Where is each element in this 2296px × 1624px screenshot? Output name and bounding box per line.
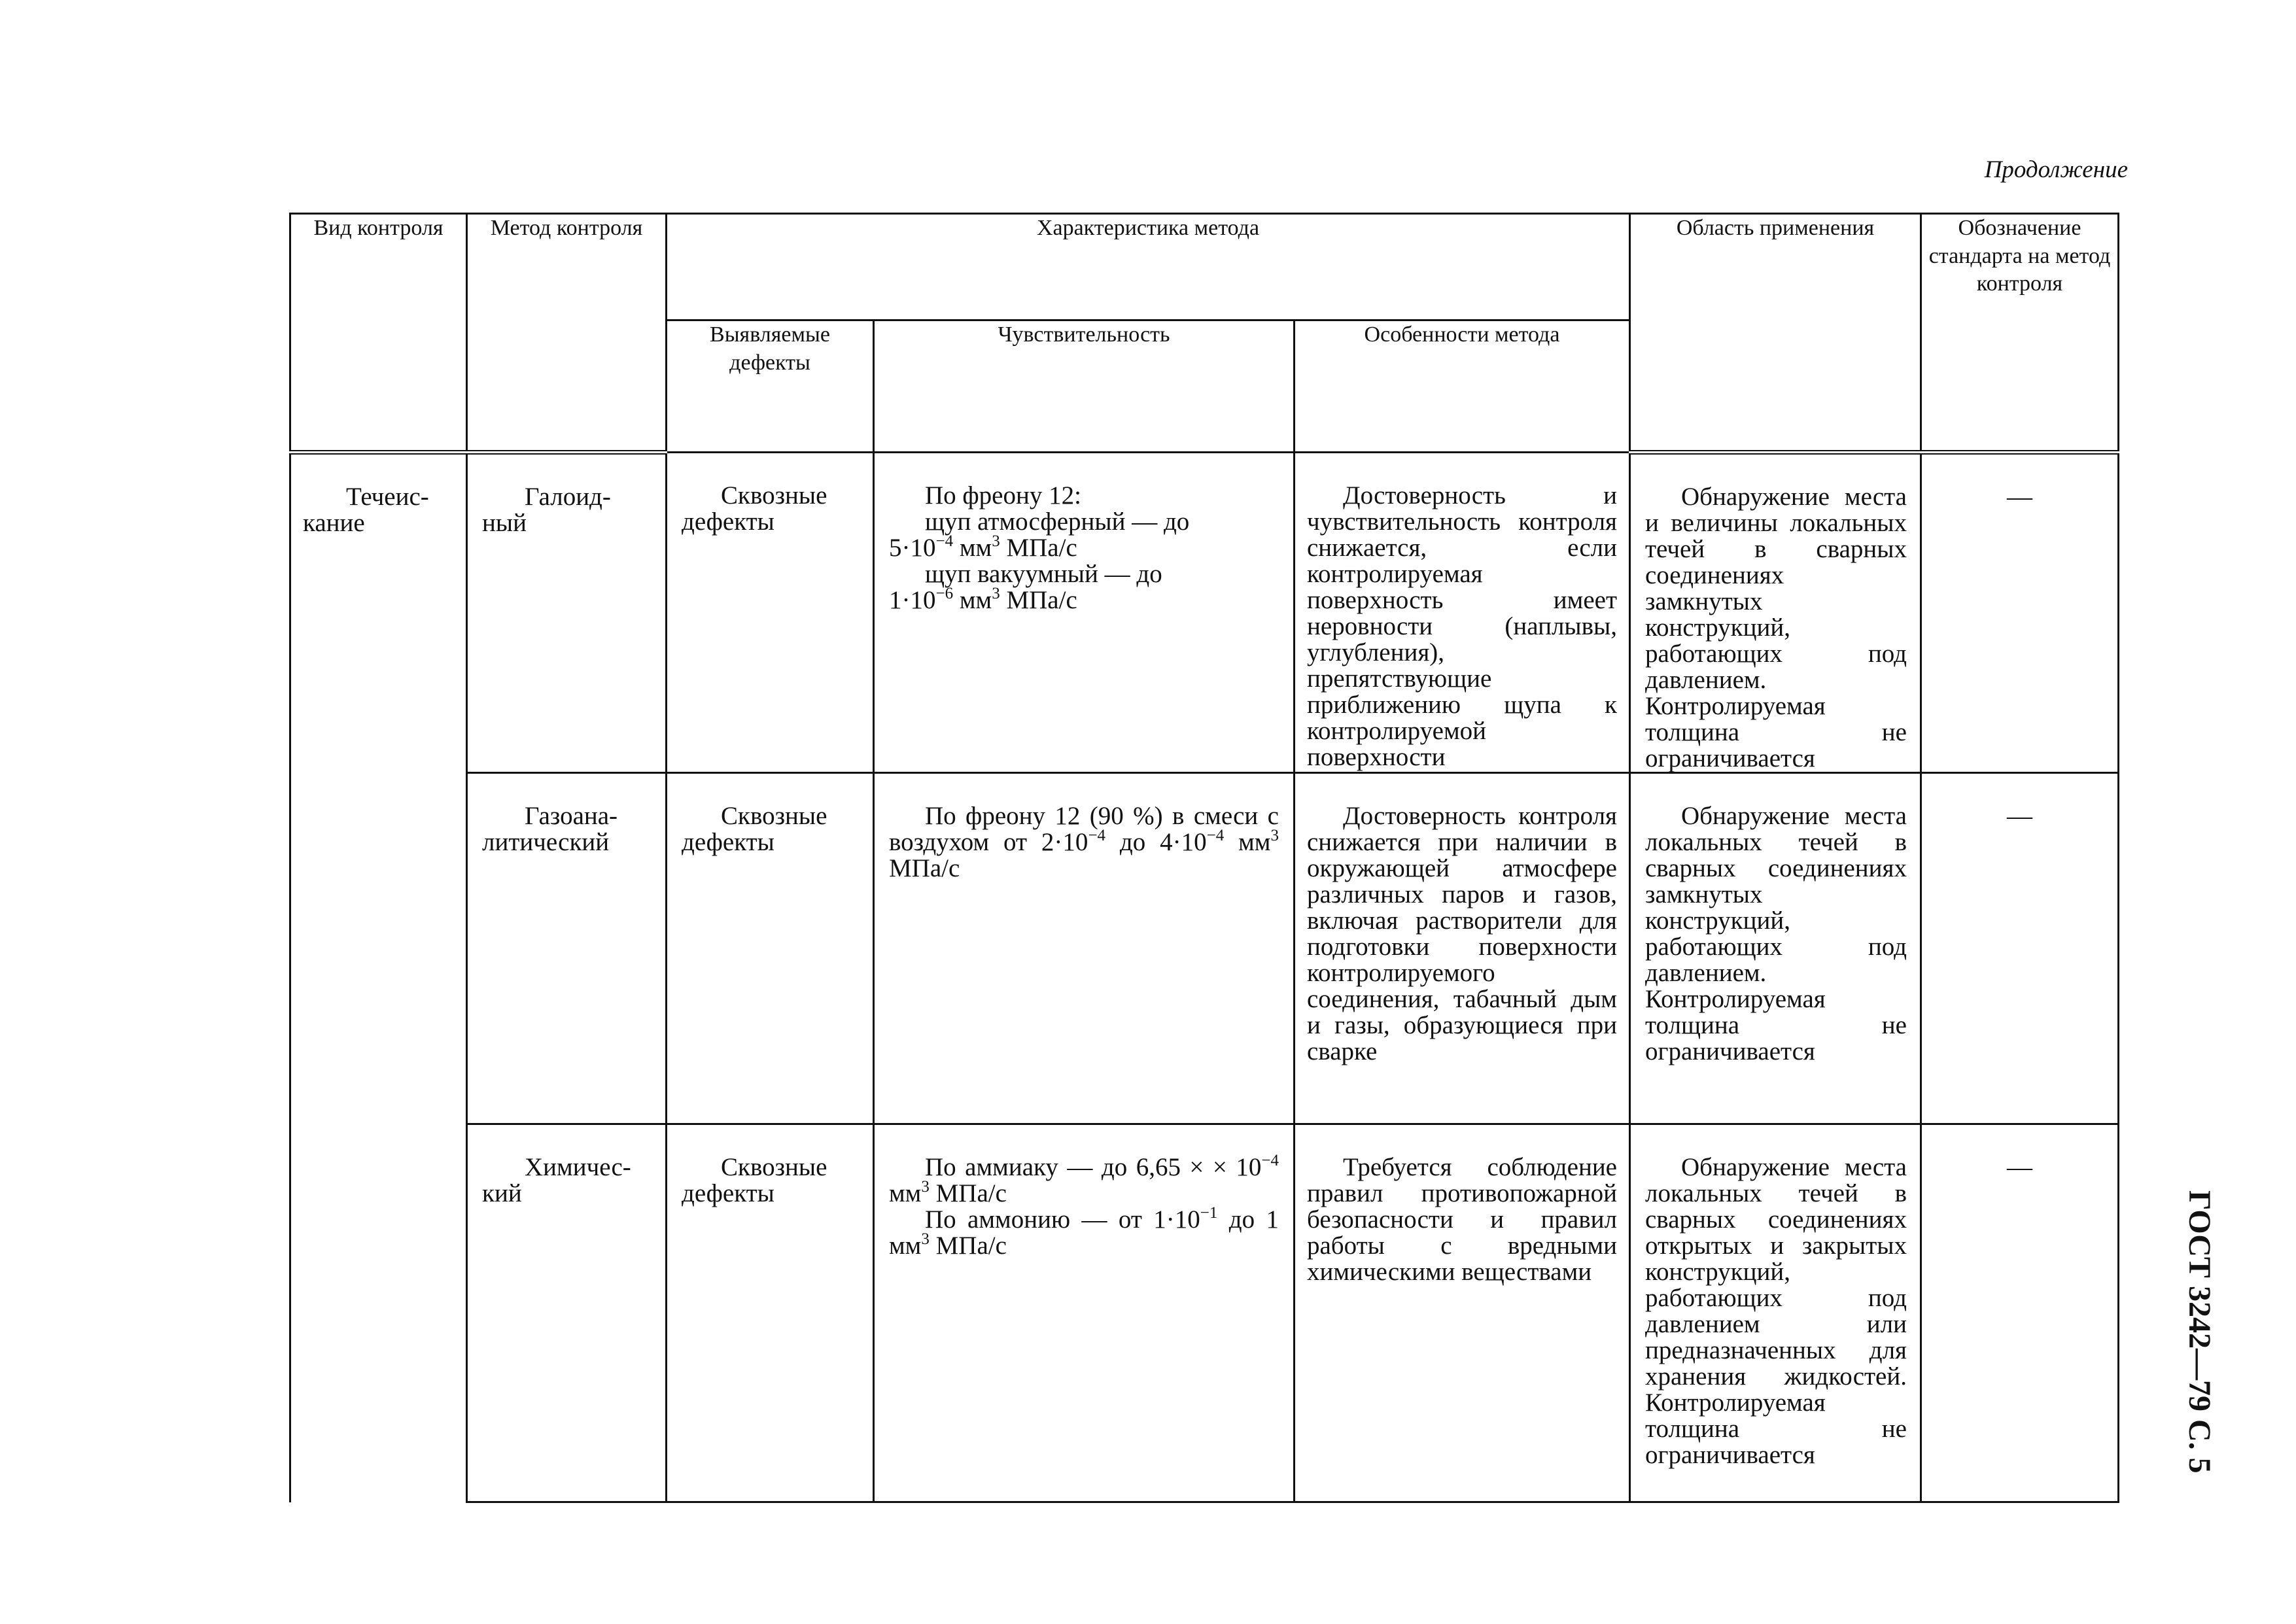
application-text: Обнаружение места локальных течей в сварных соединениях открытых и закрытых конструкций, работающих под давлением или предназначенных для хранения жидкостей. Контролируемая толщина не ограничивается bbox=[1645, 1153, 1907, 1469]
standard-dash: — bbox=[2007, 1153, 2032, 1181]
features-cell bbox=[1295, 1124, 1630, 1502]
control-type-cell bbox=[290, 453, 467, 1502]
application-cell bbox=[1630, 453, 1921, 773]
exponent: 3 bbox=[992, 532, 1000, 550]
unit-text: МПа/с bbox=[1000, 534, 1077, 562]
standard-cell bbox=[1921, 453, 2119, 773]
exponent: 3 bbox=[992, 585, 1000, 602]
unit-text: мм bbox=[953, 586, 992, 614]
application-text: Обнаружение места локальных течей в сварных соединениях замкнутых конструкций, работающих под давлением. Контролируемая толщина не ограничивается bbox=[1645, 802, 1907, 1065]
method-cell bbox=[467, 453, 667, 773]
exponent: 3 bbox=[921, 1230, 930, 1248]
sensitivity-line: щуп атмосферный — до bbox=[925, 508, 1190, 536]
control-type-text: Течеис-кание bbox=[303, 483, 429, 537]
unit-text: МПа/с bbox=[929, 1232, 1007, 1260]
application-text: Обнаружение места и величины локальных течей в сварных соединениях замкнутых конструкций, работающих под давлением. Контролируемая толщина не ограничивается bbox=[1645, 483, 1907, 772]
standard-dash: — bbox=[2007, 483, 2032, 511]
unit-text: мм bbox=[1224, 828, 1271, 856]
application-cell bbox=[1630, 1124, 1921, 1502]
defects-text: Сквозные дефекты bbox=[682, 802, 827, 856]
value-text: По аммонию — от 1·10 bbox=[925, 1205, 1200, 1234]
unit-text: МПа/с bbox=[929, 1179, 1007, 1207]
value-text: 1·10 bbox=[889, 586, 936, 614]
header-sensitivity: Чувствительность bbox=[874, 320, 1295, 453]
header-control-method: Метод контроля bbox=[467, 214, 667, 453]
method-name: Галоид-ный bbox=[482, 483, 611, 537]
standard-page-label: ГОСТ 3242—79 С. 5 bbox=[2182, 1190, 2217, 1474]
header-control-type: Вид контроля bbox=[290, 214, 467, 453]
standard-cell bbox=[1921, 773, 2119, 1124]
exponent: −4 bbox=[935, 532, 954, 550]
exponent: −1 bbox=[1200, 1204, 1218, 1222]
sensitivity-line bbox=[889, 1204, 1279, 1260]
features-cell bbox=[1295, 453, 1630, 773]
value-text: 5·10 bbox=[889, 534, 936, 562]
sensitivity-line bbox=[889, 587, 1279, 613]
header-method-characteristic: Характеристика метода bbox=[667, 214, 1630, 320]
value-text: до 4·10 bbox=[1105, 828, 1207, 856]
features-text: Достоверность и чувствительность контроля снижается, если контролируемая поверхность имеет неровности (наплывы, углубления), препятствующие приближению щупа к контролируемой поверхности bbox=[1307, 481, 1617, 771]
method-cell bbox=[467, 773, 667, 1124]
header-standard-designation: Обозначение стандарта на метод контроля bbox=[1921, 214, 2119, 453]
method-cell bbox=[467, 1124, 667, 1502]
defects-text: Сквозные дефекты bbox=[682, 481, 827, 536]
unit-text: МПа/с bbox=[1000, 586, 1077, 614]
application-cell bbox=[1630, 773, 1921, 1124]
control-methods-table bbox=[289, 213, 2119, 1503]
exponent: −6 bbox=[935, 585, 954, 602]
table-row bbox=[290, 773, 2119, 1124]
method-name: Химичес-кий bbox=[482, 1153, 631, 1207]
sensitivity-text bbox=[875, 774, 1293, 882]
continuation-label: Продолжение bbox=[1984, 156, 2128, 183]
unit-text: мм bbox=[953, 534, 992, 562]
value-text: По аммиаку — до 6,65 × × 10 bbox=[925, 1153, 1262, 1181]
header-method-features: Особенности метода bbox=[1295, 320, 1630, 453]
exponent: −4 bbox=[1261, 1152, 1279, 1169]
exponent: 3 bbox=[921, 1178, 930, 1196]
standard-cell bbox=[1921, 1124, 2119, 1502]
exponent: −4 bbox=[1206, 827, 1225, 844]
unit-text: до 1 мм bbox=[889, 1205, 1279, 1260]
table-row bbox=[290, 1124, 2119, 1502]
standard-dash: — bbox=[2007, 802, 2032, 830]
defects-cell bbox=[667, 773, 874, 1124]
sensitivity-cell bbox=[874, 453, 1295, 773]
features-text: Достоверность контроля снижается при наличии в окружающей атмосфере различных паров и газов, включая растворители для подготовки поверхности контролируемого соединения, табачный дым и газы, образующиеся при сварке bbox=[1307, 802, 1617, 1065]
header-application-area: Область применения bbox=[1630, 214, 1921, 453]
method-name: Газоана-литический bbox=[482, 802, 618, 856]
sensitivity-line: По фреону 12: bbox=[925, 481, 1081, 510]
sensitivity-cell bbox=[874, 1124, 1295, 1502]
header-detected-defects: Выявляемые дефекты bbox=[667, 320, 874, 453]
sensitivity-line bbox=[889, 532, 1279, 562]
sensitivity-line: щуп вакуумный — до bbox=[925, 560, 1162, 588]
defects-cell bbox=[667, 1124, 874, 1502]
unit-text: МПа/с bbox=[889, 854, 960, 882]
unit-text: мм bbox=[889, 1179, 922, 1207]
defects-cell bbox=[667, 453, 874, 773]
features-text: Требуется соблюдение правил противопожарной безопасности и правил работы с вредными химическими веществами bbox=[1307, 1153, 1617, 1286]
sensitivity-cell bbox=[874, 773, 1295, 1124]
sensitivity-text bbox=[875, 1125, 1293, 1259]
exponent: −4 bbox=[1088, 827, 1106, 844]
sensitivity-text bbox=[875, 453, 1293, 613]
table-row bbox=[290, 453, 2119, 773]
features-cell bbox=[1295, 773, 1630, 1124]
sensitivity-line bbox=[889, 1154, 1279, 1207]
exponent: 3 bbox=[1270, 827, 1279, 844]
value-text: По фреону 12 (90 %) в смеси с воздухом от 2·10 bbox=[889, 802, 1279, 856]
defects-text: Сквозные дефекты bbox=[682, 1153, 827, 1207]
